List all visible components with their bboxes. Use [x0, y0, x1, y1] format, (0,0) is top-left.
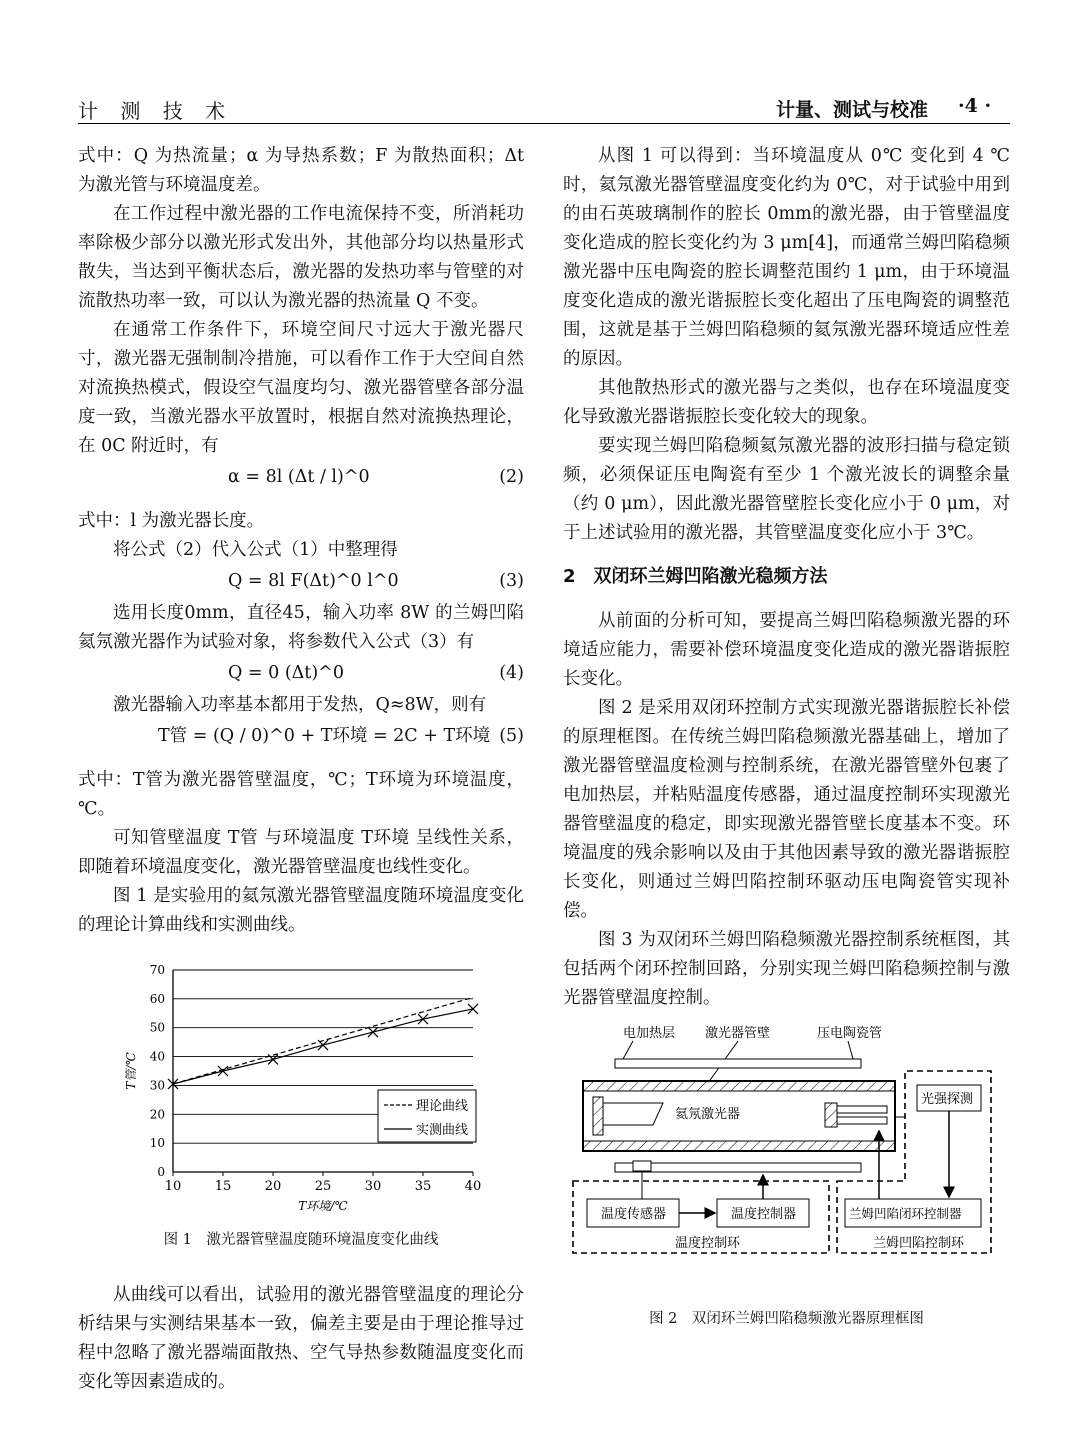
y-tick-label: 0 — [157, 1165, 165, 1179]
figure-1-caption: 图 1 激光器管壁温度随环境温度变化曲线 — [163, 1232, 439, 1248]
y-tick-label: 70 — [149, 963, 165, 977]
piezo-tube — [825, 1103, 837, 1127]
lamb-controller-label: 兰姆凹陷闭环控制器 — [849, 1206, 962, 1221]
heating-layer — [615, 1059, 861, 1068]
y-tick-label: 10 — [149, 1136, 165, 1151]
paragraph: 从曲线可以看出，试验用的激光器管壁温度的理论分析结果与实测结果基本一致，偏差主要是由于理论推导过程中忽略了激光器端面散热、空气导热参数随温度变化而变化等因素造成的。 — [78, 1285, 524, 1392]
x-tick-label: 25 — [314, 1179, 332, 1194]
equation-number: (4) — [499, 663, 524, 683]
paragraph: 将公式（2）代入公式（1）中整理得 — [113, 540, 398, 560]
figure-2-caption: 图 2 双闭环兰姆凹陷稳频激光器原理框图 — [649, 1311, 924, 1327]
paragraph: 可知管壁温度 T管 与环境温度 T环境 呈线性关系，即随着环境温度变化，激光器管壁温度也线性变化。 — [78, 828, 524, 877]
x-tick-label: 30 — [364, 1179, 382, 1194]
paragraph: 式中：l 为激光器长度。 — [78, 511, 265, 531]
laser-label: 氦氖激光器 — [675, 1107, 741, 1122]
legend-label: 实测曲线 — [416, 1123, 469, 1138]
paragraph: 从图 1 可以得到：当环境温度从 0℃ 变化到 4 ℃时，氦氖激光器管壁温度变化约为 0℃，对于试验中用到的由石英玻璃制作的腔长 0mm的激光器，由于管壁温度变化造成的腔长变化约为 3 μm[4]，而通常兰姆凹陷稳频激光器中压电陶瓷的腔长调整范围约 1 μm，由于环境温度变化造成的激光谐振腔长变化超出了压电陶瓷的调整范围，这就是基于兰姆凹陷稳频的氦氖激光器环境适应性差的原因。 — [563, 146, 1010, 369]
equation-body: α = 8l (Δt / l)^0 — [228, 467, 370, 487]
paragraph: 图 2 是采用双闭环控制方式实现激光器谐振腔长补偿的原理框图。在传统兰姆凹陷稳频激光器基础上，增加了激光器管壁温度检测与控制系统，在激光器管壁外包裹了电加热层，并粘贴温度传感器，通过温度控制环实现激光器管壁温度的稳定，即实现激光器管壁长度基本不变。环境温度的残余影响以及由于其他因素导致的激光器谐振腔长变化，则通过兰姆凹陷控制环驱动压电陶瓷管实现补偿。 — [563, 698, 1010, 921]
series-line — [173, 1009, 473, 1084]
journal-name: 计 测 技 术 — [78, 99, 234, 123]
y-tick-label: 60 — [149, 991, 165, 1006]
paragraph: 要实现兰姆凹陷稳频氦氖激光器的波形扫描与稳定锁频，必须保证压电陶瓷有至少 1 个激光波长的调整余量（约 0 μm），因此激光器管壁腔长变化应小于 0 μm，对于上述试验用的激光器，其管壁温度变化应小于 3℃。 — [563, 436, 1010, 543]
section-name: 计量、测试与校准 — [776, 99, 929, 121]
paragraph: 选用长度0mm，直径45，输入功率 8W 的兰姆凹陷氦氖激光器作为试验对象，将参数代入公式（3）有 — [78, 603, 524, 652]
data-point — [468, 1004, 478, 1014]
equation-3 — [78, 565, 524, 599]
temperature-loop-label: 温度控制环 — [675, 1236, 741, 1251]
paragraph: 从前面的分析可知，要提高兰姆凹陷稳频激光器的环境适应能力，需要补偿环境温度变化造成的激光器谐振腔长变化。 — [563, 611, 1010, 689]
data-point — [418, 1014, 428, 1024]
x-tick-label: 20 — [264, 1179, 282, 1194]
y-tick-label: 50 — [149, 1020, 165, 1035]
equation-2 — [78, 461, 524, 507]
header-rule — [78, 123, 1010, 124]
equation-body: Q = 0 (Δt)^0 — [228, 663, 344, 683]
tube-wall-label: 激光器管壁 — [705, 1026, 771, 1041]
y-axis-label: T管/℃ — [124, 1052, 138, 1090]
paragraph: 图 1 是实验用的氦氖激光器管壁温度随环境温度变化的理论计算曲线和实测曲线。 — [78, 886, 524, 935]
paragraph: 激光器输入功率基本都用于发热，Q≈8W，则有 — [113, 695, 487, 715]
section-heading: 2 双闭环兰姆凹陷激光稳频方法 — [563, 566, 828, 587]
equation-number: (5) — [499, 726, 524, 746]
y-tick-label: 30 — [149, 1078, 165, 1093]
equation-body: T管 = (Q / 0)^0 + T环境 = 2C + T环境 — [158, 726, 491, 746]
x-tick-label: 10 — [164, 1179, 182, 1194]
heater-label: 电加热层 — [623, 1026, 676, 1041]
temperature-sensor-label: 温度传感器 — [601, 1207, 667, 1222]
left-column — [78, 142, 524, 1397]
paragraph: 在工作过程中激光器的工作电流保持不变，所消耗功率除极少部分以激光形式发出外，其他部分均以热量形式散失，当达到平衡状态后，激光器的发热功率与管壁的对流散热功率一致，可以认为激光器的热流量 Q 不变。 — [78, 204, 524, 311]
data-point — [268, 1054, 278, 1064]
paragraph: 在通常工作条件下，环境空间尺寸远大于激光器尺寸，激光器无强制制冷措施，可以看作工作于大空间自然对流换热模式，假设空气温度均匀、激光器管壁各部分温度一致，当激光器水平放置时，根据自然对流换热理论，在 0C 附近时，有 — [78, 320, 524, 456]
figure-1-chart — [78, 952, 524, 1212]
paragraph: 式中：T管为激光器管壁温度，℃；T环境为环境温度，℃。 — [78, 770, 524, 819]
x-tick-label: 40 — [464, 1179, 482, 1194]
page-number: ·4 · — [958, 95, 992, 117]
y-tick-label: 40 — [149, 1049, 165, 1064]
right-column — [563, 142, 1010, 1360]
light-detection-label: 光强探测 — [921, 1092, 974, 1107]
series-line — [173, 997, 473, 1084]
data-point — [368, 1027, 378, 1037]
legend-label: 理论曲线 — [416, 1099, 469, 1114]
paragraph: 其他散热形式的激光器与之类似，也存在环境温度变化导致激光器谐振腔长变化较大的现象。 — [563, 378, 1010, 427]
lamb-loop-label: 兰姆凹陷控制环 — [873, 1236, 965, 1251]
piezo-label: 压电陶瓷管 — [817, 1026, 883, 1041]
x-axis-label: T环境/℃ — [298, 1199, 348, 1212]
equation-number: (2) — [499, 467, 524, 487]
equation-5 — [78, 720, 524, 766]
equation-body: Q = 8l F(Δt)^0 l^0 — [228, 571, 399, 591]
temperature-controller-label: 温度控制器 — [731, 1207, 797, 1222]
paragraph: 式中：Q 为热流量；α 为导热系数；F 为散热面积；Δt 为激光管与环境温度差。 — [78, 146, 524, 195]
equation-number: (3) — [499, 571, 524, 591]
x-tick-label: 15 — [214, 1179, 232, 1194]
x-tick-label: 35 — [414, 1179, 432, 1194]
data-point — [318, 1040, 328, 1050]
equation-4 — [78, 657, 524, 691]
paragraph: 图 3 为双闭环兰姆凹陷稳频激光器控制系统框图，其包括两个闭环控制回路，分别实现兰姆凹陷稳频控制与激光器管壁温度控制。 — [563, 930, 1010, 1008]
y-tick-label: 20 — [149, 1107, 165, 1122]
figure-2-diagram — [563, 1021, 1010, 1291]
